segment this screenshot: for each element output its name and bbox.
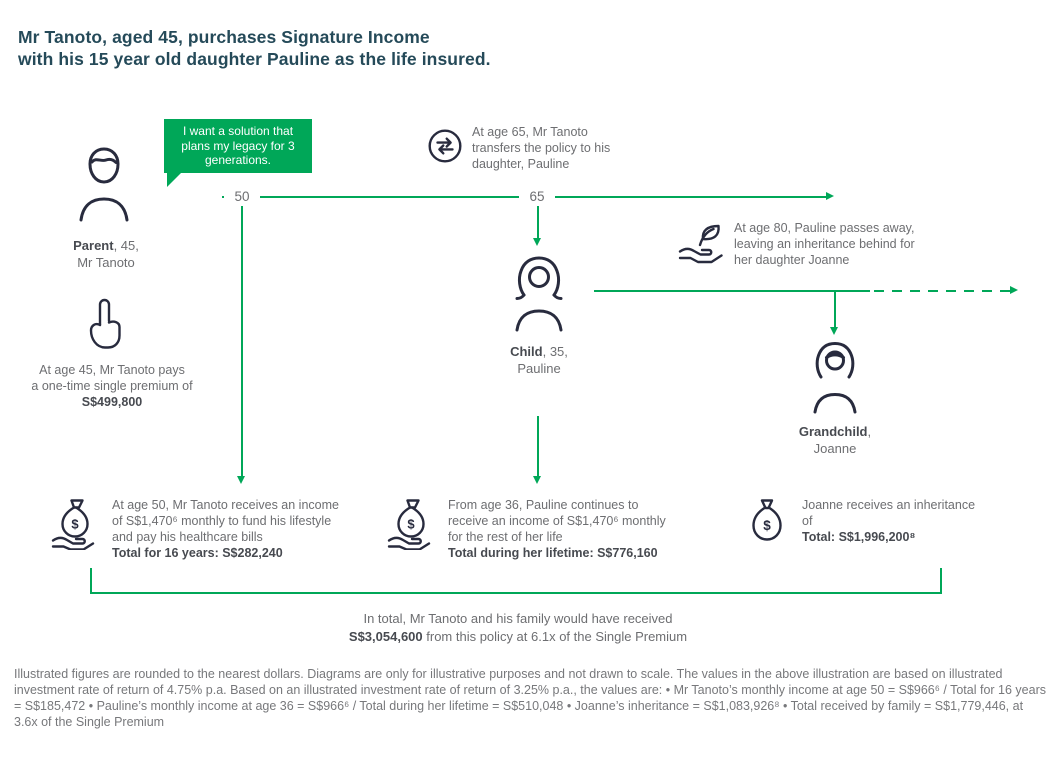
- parent-name: Mr Tanoto: [77, 254, 135, 270]
- timeline-arrowhead: [826, 192, 834, 200]
- summary-line-2: [258, 628, 778, 646]
- parent-role: Parent: [73, 238, 114, 253]
- page-title: [18, 26, 491, 70]
- timeline-age-50-label: 50: [224, 189, 260, 204]
- child-timeline-arrowhead: [1010, 286, 1018, 294]
- parent-benefit-text: At age 50, Mr Tanoto receives an income of S$1,470⁶ monthly to fund his lifestyle and pay his healthcare bills: [112, 498, 339, 544]
- svg-text:$: $: [763, 518, 771, 533]
- footnote: Illustrated figures are rounded to the nearest dollars. Diagrams are only for illustrative purposes and not drawn to scale. The values in the above illustration are based on illustrated investment rate of return of 4.75% p.a. Based on an illustrated investment rate of return of 3.25% p.a., the values are: • Mr Tanoto’s monthly income at age 50 = S$966⁶ / Total for 16 years = S$185,472 • Pauline’s monthly income at age 36 = S$966⁶ / Total during her lifetime = S$510,048 • Joanne’s inheritance = S$1,083,926⁸ • Total received by family = S$1,779,446, at 3.6x of the Single Premium: [14, 667, 1046, 729]
- svg-text:$: $: [407, 516, 415, 532]
- child-timeline-dashed-line: [874, 290, 1010, 292]
- grandchild-benefit: [802, 497, 977, 545]
- premium-note: [20, 362, 204, 410]
- moneybag-hand-icon-child: [386, 496, 436, 550]
- premium-line-1: At age 45, Mr Tanoto pays: [39, 363, 185, 377]
- pointing-hand-icon: [84, 294, 124, 354]
- grandchild-role-line: [769, 424, 901, 441]
- grandchild-benefit-text: Joanne receives an inheritance of: [802, 498, 976, 528]
- transfer-policy-icon: [427, 128, 463, 164]
- summary-bracket-left: [90, 568, 92, 593]
- summary-line-1: In total, Mr Tanoto and his family would have received: [363, 611, 673, 626]
- premium-amount: S$499,800: [81, 395, 143, 409]
- parent-label: [40, 238, 172, 271]
- age50-connector-arrowhead: [237, 476, 245, 484]
- child-role-suffix: , 35,: [542, 344, 568, 359]
- premium-line-2: a one-time single premium of: [31, 379, 193, 393]
- speech-bubble-text: I want a solution that plans my legacy for 3 generations.: [181, 124, 295, 168]
- summary-amount: S$3,054,600: [348, 628, 423, 644]
- child-benefit: [448, 497, 676, 561]
- child-benefit-connector-arrowhead: [533, 476, 541, 484]
- child-person-icon: [507, 250, 571, 338]
- child-label: [473, 344, 605, 377]
- speech-bubble-tail: [167, 172, 182, 187]
- timeline-age-65-label: 65: [519, 189, 555, 204]
- parent-role-suffix: , 45,: [113, 238, 139, 253]
- svg-text:$: $: [71, 516, 79, 532]
- age65-connector-arrowhead: [533, 238, 541, 246]
- title-line-2: with his 15 year old daughter Pauline as the life insured.: [18, 49, 491, 69]
- child-role: Child: [510, 344, 543, 359]
- parent-role-line: [40, 238, 172, 255]
- child-benefit-text: From age 36, Pauline continues to receive an income of S$1,470⁶ monthly for the rest of her life: [448, 498, 666, 544]
- parent-benefit-total: Total for 16 years: S$282,240: [112, 546, 283, 560]
- title-line-1: Mr Tanoto, aged 45, purchases Signature Income: [18, 27, 430, 47]
- child-benefit-total: Total during her lifetime: S$776,160: [448, 546, 658, 560]
- age80-connector-line: [834, 291, 836, 327]
- transfer-note: At age 65, Mr Tanoto transfers the policy to his daughter, Pauline: [472, 125, 611, 171]
- grandchild-role-suffix: ,: [867, 424, 872, 439]
- summary-text: [258, 610, 778, 645]
- grandchild-person-icon: [806, 336, 864, 420]
- moneybag-hand-icon-parent: [50, 496, 100, 550]
- moneybag-icon-grandchild: [748, 496, 786, 550]
- summary-rest: from this policy at 6.1x of the Single Premium: [422, 628, 688, 644]
- parent-benefit: [112, 497, 344, 561]
- grandchild-label: [769, 424, 901, 457]
- child-timeline-line: [594, 290, 870, 292]
- grandchild-role: Grandchild: [798, 424, 868, 439]
- speech-bubble: [164, 119, 312, 173]
- grandchild-name: Joanne: [813, 440, 857, 456]
- grandchild-benefit-total: Total: S$1,996,200⁸: [802, 530, 916, 544]
- child-benefit-connector-line: [537, 416, 539, 476]
- age50-connector-line: [241, 206, 243, 476]
- child-role-line: [473, 344, 605, 361]
- summary-bracket-right: [940, 568, 942, 593]
- age80-connector-arrowhead: [830, 327, 838, 335]
- summary-bracket-bottom: [90, 592, 942, 594]
- parent-person-icon: [72, 140, 136, 228]
- age65-connector-line: [537, 206, 539, 238]
- legacy-leaf-hand-icon: [676, 224, 726, 264]
- child-name: Pauline: [517, 360, 561, 376]
- inheritance-note: At age 80, Pauline passes away, leaving an inheritance behind for her daughter Joanne: [734, 221, 915, 267]
